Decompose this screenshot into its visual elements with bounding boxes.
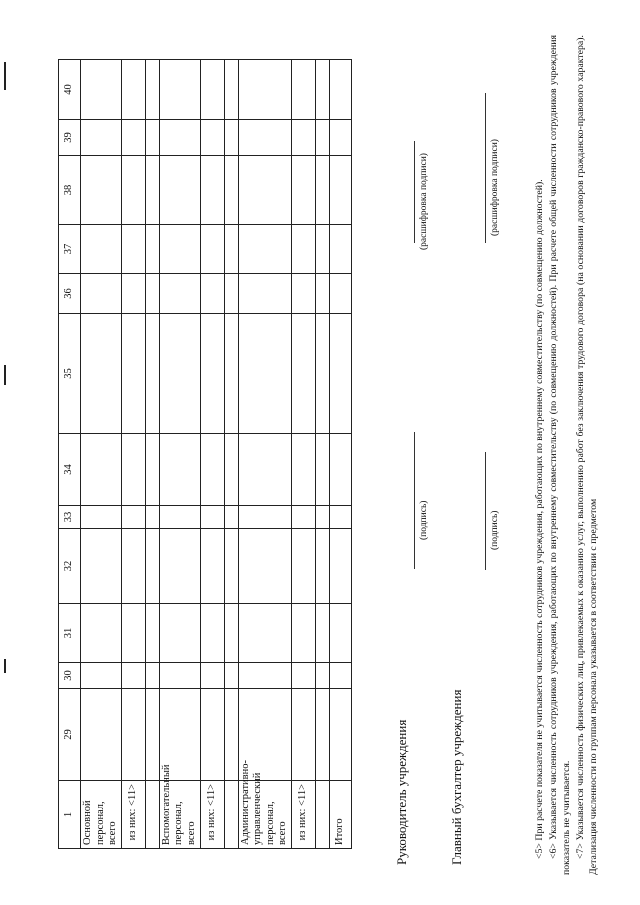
table-cell <box>121 529 145 604</box>
table-cell <box>238 663 291 689</box>
table-cell <box>224 663 238 689</box>
table-cell <box>145 225 159 274</box>
footnote-5: <5> При расчете показателя не учитывается численность сотрудников учреждения, работающих по внутреннему совместительству (по совмещению должностей). <box>534 179 545 859</box>
table-cell <box>315 225 329 274</box>
staff-table-body <box>59 60 352 849</box>
table-cell <box>159 604 200 663</box>
row-label: Вспомогательный персонал, всего <box>159 781 200 849</box>
column-header: 32 <box>59 529 81 604</box>
column-header: 40 <box>59 60 81 120</box>
table-cell <box>159 60 200 120</box>
table-cell <box>315 60 329 120</box>
table-cell <box>145 604 159 663</box>
row-label <box>145 781 159 849</box>
table-cell <box>291 314 315 434</box>
table-cell <box>329 120 351 156</box>
table-cell <box>159 274 200 314</box>
table-cell <box>238 434 291 506</box>
column-header: 31 <box>59 604 81 663</box>
table-row <box>315 60 329 849</box>
table-cell <box>81 314 122 434</box>
table-cell <box>81 663 122 689</box>
table-cell <box>238 529 291 604</box>
table-cell <box>238 604 291 663</box>
accountant-sign-line <box>485 452 486 570</box>
table-cell <box>145 60 159 120</box>
table-cell <box>121 434 145 506</box>
table-cell <box>200 120 224 156</box>
table-cell <box>200 314 224 434</box>
table-row <box>224 60 238 849</box>
scan-mark <box>4 365 6 385</box>
column-header: 33 <box>59 506 81 529</box>
table-cell <box>159 120 200 156</box>
table-cell <box>159 225 200 274</box>
head-decode-line <box>414 141 415 243</box>
head-sign-caption: (подпись) <box>419 500 429 540</box>
table-cell <box>159 156 200 225</box>
table-cell <box>329 529 351 604</box>
table-header-row <box>59 60 81 849</box>
table-cell <box>329 314 351 434</box>
table-cell <box>315 506 329 529</box>
table-cell <box>315 314 329 434</box>
table-cell <box>200 529 224 604</box>
accountant-label: Главный бухгалтер учреждения <box>449 689 464 865</box>
table-row <box>159 60 200 849</box>
table-cell <box>224 120 238 156</box>
table-cell <box>121 225 145 274</box>
row-label <box>315 781 329 849</box>
table-cell <box>291 60 315 120</box>
table-cell <box>315 120 329 156</box>
table-cell <box>238 506 291 529</box>
table-row <box>238 60 291 849</box>
table-cell <box>291 663 315 689</box>
column-header: 39 <box>59 120 81 156</box>
table-cell <box>315 274 329 314</box>
table-cell <box>81 434 122 506</box>
table-cell <box>315 529 329 604</box>
table-cell <box>224 434 238 506</box>
table-cell <box>200 434 224 506</box>
table-cell <box>159 506 200 529</box>
table-cell <box>200 604 224 663</box>
table-cell <box>81 506 122 529</box>
column-header: 34 <box>59 434 81 506</box>
accountant-sign-caption: (подпись) <box>490 510 500 550</box>
table-cell <box>291 225 315 274</box>
table-row <box>81 60 122 849</box>
table-cell <box>329 434 351 506</box>
footnotes <box>533 35 601 875</box>
table-row <box>329 60 351 849</box>
table-cell <box>315 689 329 781</box>
table-cell <box>291 120 315 156</box>
table-cell <box>121 689 145 781</box>
table-cell <box>121 663 145 689</box>
table-cell <box>224 314 238 434</box>
table-cell <box>224 156 238 225</box>
table-cell <box>291 529 315 604</box>
table-cell <box>315 604 329 663</box>
table-cell <box>291 604 315 663</box>
table-cell <box>224 604 238 663</box>
row-label: из них: <11> <box>291 781 315 849</box>
footnote-6: <6> Указывается численность сотрудников учреждения, работающих по внутреннему совместительству (по совмещению должностей). При расчете общей численности сотрудников учреждения показатель не учитывается. <box>547 35 572 875</box>
table-cell <box>238 314 291 434</box>
table-cell <box>238 274 291 314</box>
table-cell <box>145 506 159 529</box>
table-cell <box>121 604 145 663</box>
head-label: Руководитель учреждения <box>394 719 409 865</box>
table-cell <box>291 274 315 314</box>
accountant-decode-caption: (расшифровка подписи) <box>490 139 500 236</box>
table-cell <box>329 506 351 529</box>
table-cell <box>121 314 145 434</box>
table-cell <box>238 156 291 225</box>
table-row <box>145 60 159 849</box>
table-cell <box>291 689 315 781</box>
table-cell <box>121 156 145 225</box>
row-label: из них: <11> <box>200 781 224 849</box>
table-cell <box>329 663 351 689</box>
table-cell <box>329 225 351 274</box>
table-cell <box>200 60 224 120</box>
table-cell <box>200 156 224 225</box>
table-cell <box>81 225 122 274</box>
row-label: из них: <11> <box>121 781 145 849</box>
table-cell <box>81 60 122 120</box>
head-decode-caption: (расшифровка подписи) <box>419 153 429 250</box>
table-cell <box>315 663 329 689</box>
column-header: 30 <box>59 663 81 689</box>
table-cell <box>159 663 200 689</box>
table-cell <box>200 274 224 314</box>
table-cell <box>329 604 351 663</box>
table-cell <box>145 529 159 604</box>
table-cell <box>291 434 315 506</box>
table-cell <box>200 506 224 529</box>
table-cell <box>159 314 200 434</box>
table-cell <box>121 506 145 529</box>
table-cell <box>224 529 238 604</box>
table-cell <box>121 60 145 120</box>
table-cell <box>224 274 238 314</box>
scan-mark <box>4 62 6 90</box>
column-header: 36 <box>59 274 81 314</box>
table-cell <box>224 225 238 274</box>
scan-mark <box>4 659 6 673</box>
table-cell <box>329 60 351 120</box>
row-label: Итого <box>329 781 351 849</box>
table-cell <box>329 689 351 781</box>
table-cell <box>81 274 122 314</box>
table-cell <box>121 120 145 156</box>
column-header: 29 <box>59 689 81 781</box>
table-cell <box>329 156 351 225</box>
table-cell <box>81 156 122 225</box>
table-cell <box>159 529 200 604</box>
table-cell <box>145 663 159 689</box>
table-cell <box>315 434 329 506</box>
row-label: Основной персонал, всего <box>81 781 122 849</box>
table-cell <box>159 434 200 506</box>
table-cell <box>145 314 159 434</box>
table-cell <box>81 604 122 663</box>
table-cell <box>145 689 159 781</box>
table-cell <box>81 529 122 604</box>
table-cell <box>200 663 224 689</box>
table-cell <box>145 120 159 156</box>
head-sign-line <box>414 432 415 569</box>
table-cell <box>81 120 122 156</box>
table-cell <box>238 120 291 156</box>
column-header: 38 <box>59 156 81 225</box>
table-cell <box>145 274 159 314</box>
table-cell <box>224 689 238 781</box>
column-header: 37 <box>59 225 81 274</box>
table-cell <box>291 506 315 529</box>
table-cell <box>224 506 238 529</box>
table-cell <box>291 156 315 225</box>
table-cell <box>238 225 291 274</box>
row-label: Административно-управленческий персонал, всего <box>238 781 291 849</box>
table-cell <box>238 60 291 120</box>
footnote-7: <7> Указывается численность физических лиц, привлекаемых к оказанию услуг, выполнению работ без заключения трудового договора (на основании договоров гражданско-правового характера). Детализация численности по группам персонала указывается в соответствии с предметом <box>574 35 599 875</box>
staff-table <box>58 59 352 849</box>
column-header: 1 <box>59 781 81 849</box>
table-cell <box>224 60 238 120</box>
accountant-decode-line <box>485 93 486 243</box>
table-row <box>121 60 145 849</box>
table-row <box>291 60 315 849</box>
table-cell <box>81 689 122 781</box>
column-header: 35 <box>59 314 81 434</box>
table-cell <box>315 156 329 225</box>
table-cell <box>145 156 159 225</box>
table-cell <box>200 225 224 274</box>
table-cell <box>121 274 145 314</box>
table-row <box>200 60 224 849</box>
table-cell <box>329 274 351 314</box>
table-cell <box>145 434 159 506</box>
row-label <box>224 781 238 849</box>
table-cell <box>200 689 224 781</box>
